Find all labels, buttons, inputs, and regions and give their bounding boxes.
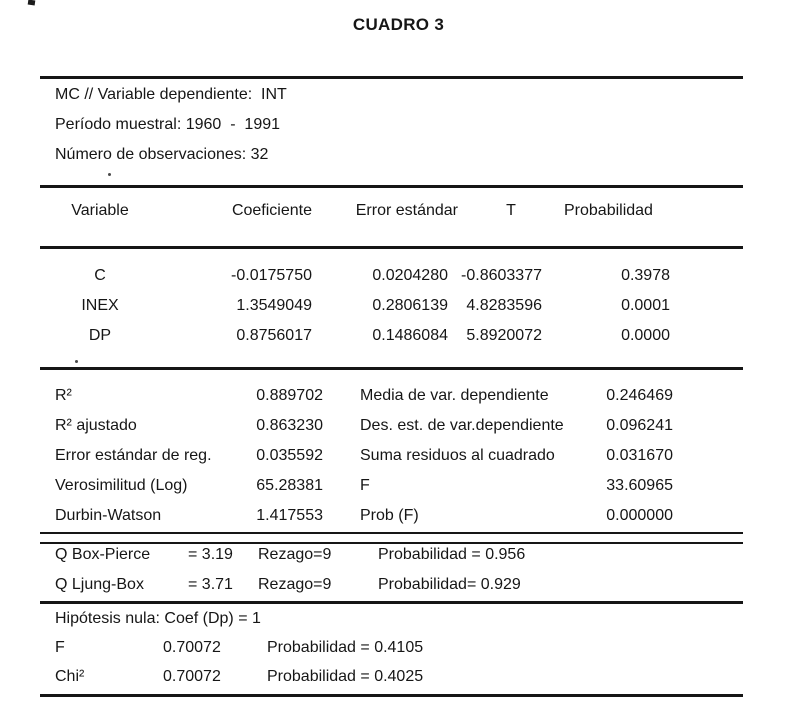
q-test-name: Q Box-Pierce <box>55 546 151 563</box>
observations-line: Número de observaciones: 32 <box>55 146 269 163</box>
coef-std-error: 0.0204280 <box>372 267 448 284</box>
sample-period-line: Período muestral: 1960 - 1991 <box>55 116 281 133</box>
page-title: CUADRO 3 <box>352 15 445 34</box>
hypothesis-stat-value: 0.70072 <box>163 667 221 685</box>
col-header-variable: Variable <box>71 202 129 219</box>
coefficients-body <box>40 261 743 351</box>
stat-label-left: Durbin-Watson <box>55 507 162 524</box>
table-rule <box>40 367 743 370</box>
stat-label-right: Prob (F) <box>360 507 419 524</box>
hypothesis-probability: Probabilidad = 0.4025 <box>267 667 424 685</box>
hypothesis-stat-value: 0.70072 <box>163 638 221 656</box>
stat-value-left: 0.889702 <box>256 387 323 404</box>
stat-value-right: 0.246469 <box>606 387 673 404</box>
scan-artifact <box>28 0 36 5</box>
stat-value-left: 1.417553 <box>256 507 323 524</box>
table-rule-top <box>40 76 743 79</box>
col-header-std-error: Error estándar <box>355 202 458 219</box>
stat-label-left: Verosimilitud (Log) <box>55 477 188 494</box>
table-row <box>40 321 743 351</box>
table-row <box>40 261 743 291</box>
q-test-probability: Probabilidad = 0.956 <box>378 546 526 563</box>
coef-t: 4.8283596 <box>466 297 542 314</box>
hypothesis-stat-name: Chi² <box>55 667 85 685</box>
stat-label-right: Media de var. dependiente <box>360 387 549 404</box>
stat-label-right: F <box>360 477 370 494</box>
col-header-probability: Probabilidad <box>564 202 653 219</box>
table-rule <box>40 246 743 249</box>
scan-speck <box>75 360 78 363</box>
coef-coefficient: 0.8756017 <box>236 327 312 344</box>
stats-row <box>40 471 743 501</box>
coef-variable: INEX <box>81 297 119 314</box>
stat-label-right: Des. est. de var.dependiente <box>360 417 564 434</box>
stat-value-left: 0.863230 <box>256 417 323 434</box>
q-test-lag: Rezago=9 <box>258 546 332 563</box>
coef-probability: 0.0000 <box>621 327 670 344</box>
q-test-row <box>40 540 743 570</box>
coef-t: 5.8920072 <box>466 327 542 344</box>
stat-value-right: 0.096241 <box>606 417 673 434</box>
stat-label-left: R² <box>55 387 72 404</box>
stat-value-right: 33.60965 <box>606 477 673 494</box>
coef-probability: 0.3978 <box>621 267 670 284</box>
coef-coefficient: 1.3549049 <box>236 297 312 314</box>
summary-stats <box>40 381 743 531</box>
hypothesis-probability: Probabilidad = 0.4105 <box>267 638 424 656</box>
table-rule-bottom <box>40 694 743 697</box>
q-test-stat: = 3.19 <box>188 546 233 563</box>
coef-coefficient: -0.0175750 <box>231 267 312 284</box>
coef-probability: 0.0001 <box>621 297 670 314</box>
coef-t: -0.8603377 <box>461 267 542 284</box>
stat-value-right: 0.000000 <box>606 507 673 524</box>
q-test-probability: Probabilidad= 0.929 <box>378 576 521 593</box>
stat-value-right: 0.031670 <box>606 447 673 464</box>
stat-label-left: R² ajustado <box>55 417 137 434</box>
stat-label-right: Suma residuos al cuadrado <box>360 447 555 464</box>
q-test-row <box>40 570 743 600</box>
table-row <box>40 291 743 321</box>
stats-row <box>40 441 743 471</box>
stat-label-left: Error estándar de reg. <box>55 447 212 464</box>
q-tests <box>40 540 743 600</box>
q-test-lag: Rezago=9 <box>258 576 332 593</box>
coef-variable: C <box>94 267 106 284</box>
coef-std-error: 0.1486084 <box>372 327 448 344</box>
hypothesis-row <box>40 662 743 691</box>
hypothesis-row <box>40 633 743 662</box>
coef-std-error: 0.2806139 <box>372 297 448 314</box>
scan-speck <box>108 173 111 176</box>
hypothesis-test <box>40 604 743 691</box>
coefficients-header-row <box>40 196 743 226</box>
stats-row <box>40 501 743 531</box>
table-rule <box>40 185 743 188</box>
stats-row <box>40 381 743 411</box>
q-test-stat: = 3.71 <box>188 576 233 593</box>
stat-value-left: 65.28381 <box>256 477 323 494</box>
q-test-name: Q Ljung-Box <box>55 576 144 593</box>
null-hypothesis-line: Hipótesis nula: Coef (Dp) = 1 <box>55 609 261 627</box>
stat-value-left: 0.035592 <box>256 447 323 464</box>
col-header-t: T <box>506 202 516 219</box>
stats-row <box>40 411 743 441</box>
hypothesis-stat-name: F <box>55 638 65 656</box>
col-header-coefficient: Coeficiente <box>231 202 312 219</box>
dependent-variable-line: MC // Variable dependiente: INT <box>55 86 287 103</box>
coef-variable: DP <box>88 327 112 344</box>
model-info <box>40 80 743 170</box>
